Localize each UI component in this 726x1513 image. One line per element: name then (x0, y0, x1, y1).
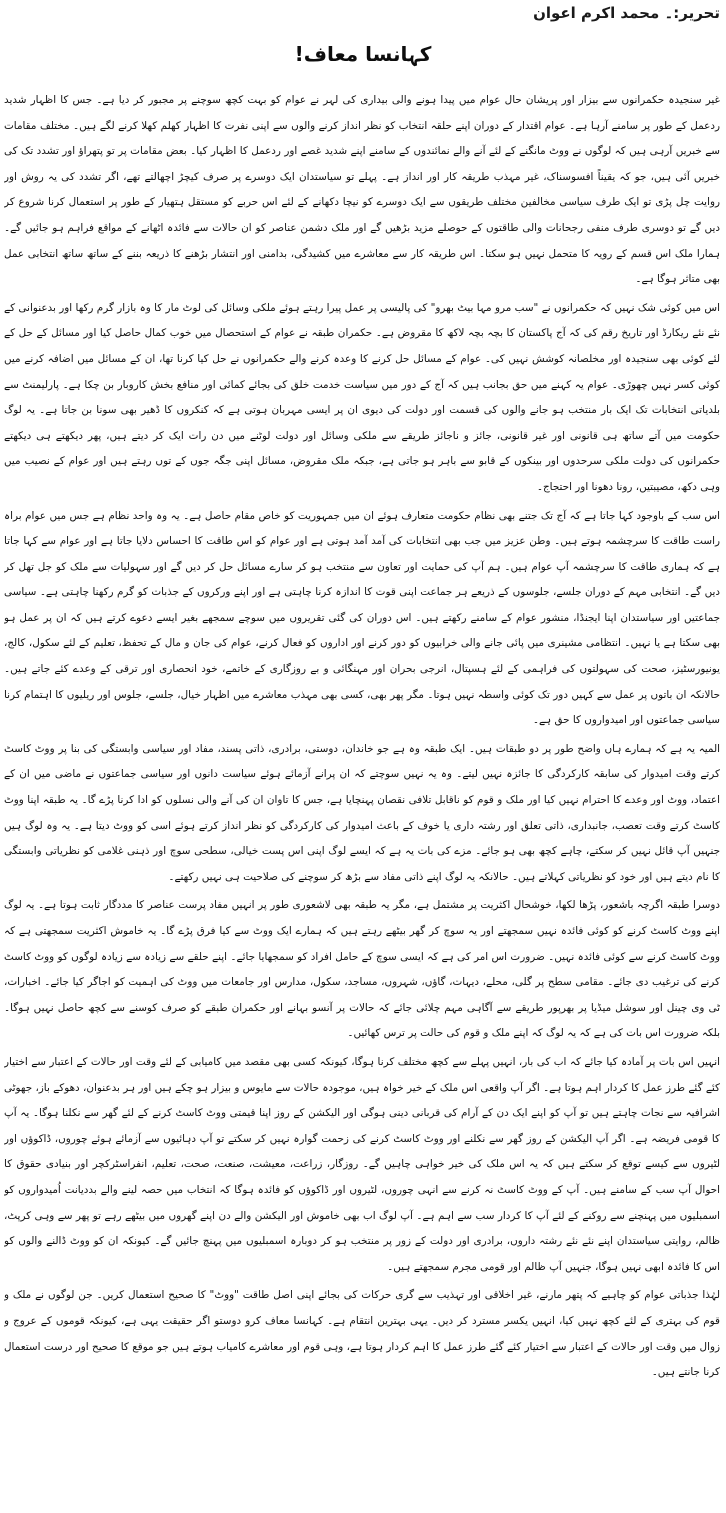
paragraph-3: اس سب کے باوجود کہا جاتا ہے کہ آج تک جتنے بھی نظام حکومت متعارف ہوئے ان میں جمہوریت کو خاص مقام حاصل ہے۔ یہ وہ واحد نظام ہے جس میں عوام براہ راست طاقت کا سرچشمہ ہوتے ہیں۔ وطن عزیز میں جب بھی انتخابات کی آمد آمد ہوتی ہے اور عوام کو اس طاقت کا احساس دلایا جاتا ہے اور عوام سے کہا جاتا ہے کہ ہماری طاقت کا سرچشمہ آپ عوام ہیں۔ ہم آپ کی حمایت اور تعاون سے منتخب ہو کر سارے مسائل حل کر دیں گے اور سہولیات سے ملک کو جل تھل کر دیں گے۔ انتخابی مہم کے دوران جلسے، جلوسوں کے ذریعے ہر جماعت اپنی قوت کا اندازہ کرنا چاہتی ہے اور اپنے ورکروں کے جذبات کو گرم رکھنا چاہتی ہے۔ سیاسی جماعتیں اور سیاستدان اپنا ایجنڈا، منشور عوام کے سامنے رکھتے ہیں۔ اس دوران کی گئی تقریروں میں سوچے سمجھے بغیر ایسے دعوے کرتے ہیں کہ ان پر عمل ہو بھی سکتا ہے یا نہیں۔ انتظامی مشینری میں پائی جانے والی خرابیوں کو دور کرنے اور اداروں کو فعال کرنے، عوام کی جان و مال کے تحفظ، تعلیم کے لئے سکول، کالج، یونیورسٹیز، صحت کی سہولتوں کی فراہمی کے لئے ہسپتال، انرجی بحران اور مہنگائی و بے روزگاری کے خاتمے، خود انحصاری اور ترقی کے وعدے کئے جاتے ہیں۔ حالانکہ ان باتوں پر عمل سے کہیں دور تک کوئی واسطہ نہیں ہوتا۔ مگر پھر بھی، کسی بھی مہذب معاشرے میں اظہار خیال، جلسے، جلوس اور ریلیوں کا اہتمام کرنا سیاسی جماعتوں اور امیدواروں کا حق ہے۔ (4, 509, 720, 727)
paragraph-7: لہٰذا جذباتی عوام کو چاہیے کہ پتھر مارنے، غیر اخلاقی اور تہذیب سے گری حرکات کی بجائے اپنی اصل طاقت "ووٹ" کا صحیح استعمال کریں۔ جن لوگوں نے ملک و قوم کی بہتری کے لئے کچھ نہیں کیا، انہیں یکسر مسترد کر دیں۔ یہی بہترین انتقام ہے۔ کہانسا معاف کرو دوستو اگر حقیقت یہی ہے، کیونکہ قوموں کے عروج و زوال میں وقت اور حالات کے اعتبار سے اختیار کئے گئے طرز عمل کا اہم کردار ہوتا ہے، وہی قوم اور معاشرے کامیاب ہوتے ہیں جو موقع کا صحیح اور درست استعمال کرنا جانتے ہیں۔ (4, 1289, 720, 1379)
paragraph-2: اس میں کوئی شک نہیں کہ حکمرانوں نے "سب مرو مہا بیٹ بھرو" کی پالیسی پر عمل پیرا رہتے ہوئے ملکی وسائل کی لوٹ مار کا وہ بازار گرم رکھا اور بدعنوانی کے نئے نئے ریکارڈ اور تاریخ رقم کی کہ آج پاکستان کا بچہ بچہ لاکھ کا مقروض ہے۔ حکمران طبقہ نے عوام کے استحصال میں خوب کمال حاصل کیا اور مسائل کے حل کے لئے کوئی بھی سنجیدہ اور مخلصانہ کوشش نہیں کی۔ عوام کے مسائل حل کرنے کا وعدہ کرنے والے حکمرانوں نے حل کیا کرنا تھا، ان کے مسائل میں اضافہ کرنے میں کوئی کسر نہیں چھوڑی۔ عوام یہ کہنے میں حق بجانب ہیں کہ آج کے دور میں سیاست خدمت خلق کی بجائے کمائی اور منافع بخش کاروبار بن چکا ہے۔ پارلیمنٹ سے بلدیاتی انتخابات تک ایک بار منتخب ہو جانے والوں کی قسمت اور دولت کی دیوی ان پر ایسی مہربان ہوتی ہے کہ کنکروں کا ڈھیر بھی سونا بن جاتا ہے۔ یہ لوگ حکومت میں آتے ساتھ ہی قانونی اور غیر قانونی، جائز و ناجائز طریقے سے ملکی وسائل اور دولت لوٹنے میں دن رات ایک کر دیتے ہیں، پھر دیکھتے ہی دیکھتے حکمرانوں کی دولت ملکی سرحدوں اور بینکوں کے قابو سے باہر ہو جاتی ہے، جبکہ ملک مقروض، مسائل اپنی جگہ جوں کے توں رہتے ہیں اور عوام کے نصیب میں وہی دکھ، مصیبتیں، رونا دھونا اور احتجاج۔ (4, 301, 720, 493)
paragraph-1: غیر سنجیدہ حکمرانوں سے بیزار اور پریشان حال عوام میں پیدا ہونے والی بیداری کی لہر نے عوام کو بہت کچھ سوچنے پر مجبور کر دیا ہے۔ جس کا اظہار شدید ردعمل کے طور پر سامنے آرہا ہے۔ عوام اقتدار کے دوران اپنے حلقہ انتخاب کو نظر انداز کرنے والوں سے اپنی نفرت کا اظہار کھلم کھلا کرنے لگے ہیں۔ مختلف مقامات سے خبریں آرہی ہیں کہ لوگوں نے ووٹ مانگنے کے لئے آنے والے نمائندوں کے سامنے اپنے شدید غصے اور ردعمل کا اظہار کیا۔ بعض مقامات پر تو پتھراؤ اور تشدد تک کی خبریں آئی ہیں، جو کہ یقیناً افسوسناک، غیر مہذب طریقہ کار اور انداز ہے۔ پہلے تو سیاستدان ایک دوسرے پر صرف کیچڑ اچھالتے تھے، اگر تشدد کی یہ روش اور روایت چل پڑی تو ایک طرف سیاسی مخالفین مختلف طریقوں سے ایک دوسرے کو نیچا دکھانے کے لئے اس حربے کو مستقل ہتھیار کے طور پر استعمال کرنا شروع کر دیں گے تو دوسری طرف منفی رجحانات والی طاقتوں کے حوصلے مزید بڑھیں گے اور ملک دشمن عناصر کو ان حالات سے فائدہ اٹھانے کے مواقع فراہم ہو جائیں گے۔ ہمارا ملک اس قسم کے رویہ کا متحمل نہیں ہو سکتا۔ اس طریقہ کار سے معاشرے میں کشیدگی، بدامنی اور انتشار بڑھنے کا ذریعہ بننے کے ساتھ ساتھ انتخابی عمل بھی متاثر ہوگا ہے۔ (4, 94, 720, 286)
article-title: کہانسا معاف! (294, 42, 432, 66)
author-byline: تحریر:۔ محمد اکرم اعوان (533, 4, 720, 22)
paragraph-5: دوسرا طبقہ اگرچہ باشعور، پڑھا لکھا، خوشحال اکثریت پر مشتمل ہے، مگر یہ طبقہ بھی لاشعوری طور پر انہیں مفاد پرست عناصر کا مددگار ثابت ہوتا ہے۔ یہ لوگ اپنے ووٹ کاسٹ کرنے کو کوئی فائدہ نہیں سمجھتے اور یہ سوچ کر گھر بیٹھے رہتے ہیں کہ ہمارے ایک ووٹ سے کیا فرق پڑے گا۔ یہ خاموش اکثریت سمجھتی ہے کہ ووٹ کاسٹ کرنے سے کوئی فائدہ نہیں۔ ضرورت اس امر کی ہے کہ ایسی سوچ کے حامل افراد کو سمجھایا جائے۔ اپنے حلقے سے زیادہ سے زیادہ لوگوں کو ووٹ کاسٹ کرنے کی ترغیب دی جائے۔ مقامی سطح پر گلی، محلے، دیہات، گاؤں، شہروں، مساجد، سکول، مدارس اور جامعات میں ووٹ کی اہمیت کو اجاگر کیا جائے۔ اخبارات، ٹی وی چینل اور سوشل میڈیا پر بھرپور طریقے سے آگاہی مہم چلائی جائے کہ حالات پر آنسو بہانے اور حکمران طبقے کو صرف کوسنے سے کچھ حاصل نہیں ہوگا۔ بلکہ ضرورت اس بات کی ہے کہ یہ لوگ کہ اپنے ملک و قوم کی حالت پر ترس کھائیں۔ (4, 899, 720, 1040)
paragraph-6: انہیں اس بات پر آمادہ کیا جائے کہ اب کی بار، انہیں پہلے سے کچھ مختلف کرنا ہوگا، کیونکہ کسی بھی مقصد میں کامیابی کے لئے وقت اور حالات کے اعتبار سے اختیار کئے گئے طرز عمل کا کردار اہم ہوتا ہے۔ اگر آپ واقعی اس ملک کے خیر خواہ ہیں، موجودہ حالات سے مایوس و بیزار ہو چکے ہیں اور ہر بدعنوان، دھوکے باز، جھوٹی اشرافیہ سے نجات چاہتے ہیں تو آپ کو اپنے ایک دن کے آرام کی قربانی دینی ہوگی اور الیکشن کے روز اپنا قیمتی ووٹ کاسٹ کرنے کے لئے گھر سے نکلنا ہوگا۔ یہ آپ کا قومی فریضہ ہے۔ اگر آپ الیکشن کے روز گھر سے نکلنے اور ووٹ کاسٹ کرنے کی زحمت گوارہ نہیں کر سکتے تو آپ دہائیوں سے آزمائے ہوئے چوروں، ڈاکوؤں اور لٹیروں سے کیسے توقع کر سکتے ہیں کہ یہ اس ملک کی خیر خواہی چاہیں گے۔ روزگار، زراعت، معیشت، صنعت، صحت، تعلیم، انفراسٹرکچر اور بنیادی حقوق کا احوال آپ سب کے سامنے ہیں۔ آپ کے ووٹ کاسٹ نہ کرنے سے انہی چوروں، لٹیروں اور ڈاکوؤں کو فائدہ ہوگا کہ انتخاب میں حصہ لینے والے بددیانت اُمیدواروں کو اسمبلیوں میں پہنچنے سے روکنے کے لئے آپ کا کردار سب سے اہم ہے۔ آپ لوگ اب بھی خاموش اور الیکشن والے دن اپنے گھروں میں بیٹھے رہے تو پھر سے وہی کرپٹ، ظالم، روایتی سیاستدان اپنے نئے نئے رشتہ داروں، برادری اور دولت کے زور پر منتخب ہو کر دوبارہ اسمبلیوں میں پہنچ جائیں گے۔ کیونکہ ان کو ووٹ ڈالنے والوں کو اس کا فائدہ ابھی نہیں ہوگا، جنہیں آپ ظالم اور قومی مجرم سمجھتے ہیں۔ (4, 1055, 720, 1273)
article-body (4, 88, 720, 1506)
paragraph-4: المیہ یہ ہے کہ ہمارے ہاں واضح طور پر دو طبقات ہیں۔ ایک طبقہ وہ ہے جو خاندان، دوستی، برادری، ذاتی پسند، مفاد اور سیاسی وابستگی کی بنا پر ووٹ کاسٹ کرتے وقت امیدوار کی سابقہ کارکردگی کا جائزہ نہیں لیتے۔ وہ یہ نہیں سوچتے کہ ان پرانے آزمائے ہوئے سیاست دانوں اور سیاسی جماعتوں نے ماضی میں ان کے اعتماد، ووٹ اور وعدے کا احترام نہیں کیا اور ملک و قوم کو ناقابل تلافی نقصان پہنچایا ہے، جس کا تاوان ان کی آنے والی نسلوں کو ادا کرنا پڑے گا۔ یہ طبقہ اپنا ووٹ کاسٹ کرتے وقت تعصب، جانبداری، ذاتی تعلق اور رشتہ داری یا خوف کے باعث امیدوار کی کارکردگی کو نظر انداز کرتے ہوئے اسی کو ووٹ دیتا ہے۔ یہ وہ لوگ ہیں جنہیں آپ قائل نہیں کر سکتے، چاہے کچھ بھی ہو جائے۔ مزے کی بات یہ ہے کہ ایسے لوگ اپنی اس پست خیالی، سطحی سوچ اور ذہنی غلامی کو نظریاتی وابستگی کا نام دیتے ہیں اور خود کو نظریاتی کہلاتے ہیں۔ حالانکہ یہ لوگ اپنے ذاتی مفاد سے بڑھ کر سوچنے کی صلاحیت ہی نہیں رکھتے۔ (4, 742, 720, 883)
